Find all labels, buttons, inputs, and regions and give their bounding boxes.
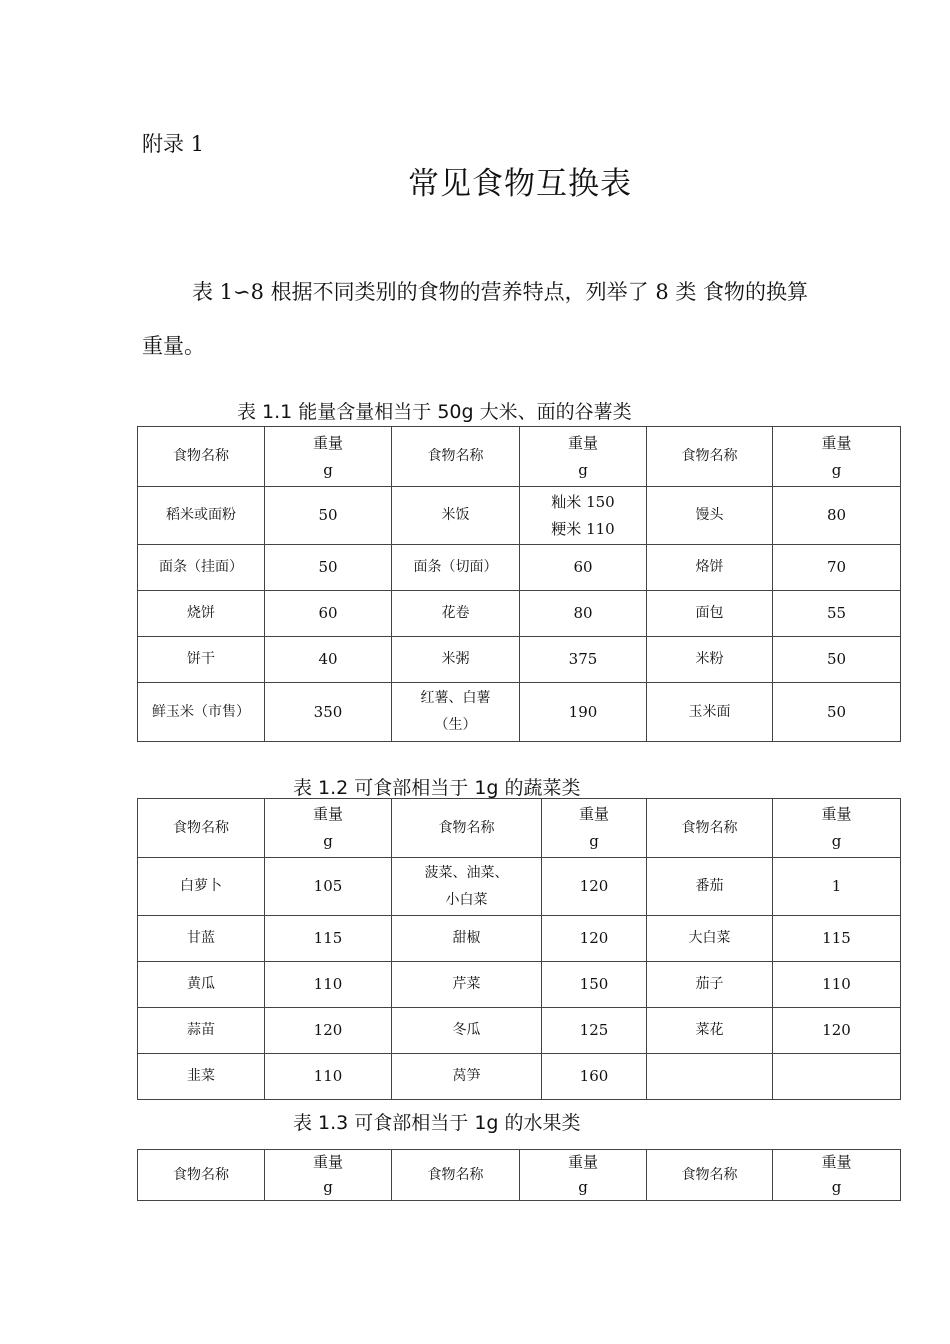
food-weight: 125 (542, 1008, 647, 1054)
food-name: 蒜苗 (138, 1008, 265, 1054)
intro-line-2: 重量。 (142, 334, 205, 358)
food-weight: 50 (773, 637, 901, 683)
food-name: 甘蓝 (138, 916, 265, 962)
food-weight: 115 (265, 916, 392, 962)
food-weight: 350 (265, 683, 392, 742)
header-weight: 重量 g (520, 427, 647, 487)
food-weight: 160 (542, 1054, 647, 1100)
food-weight: 1 (773, 858, 901, 916)
table-row (138, 1008, 901, 1054)
table-row (138, 1054, 901, 1100)
food-name: 红薯、白薯 （生） (392, 683, 520, 742)
food-name: 面条（挂面） (138, 545, 265, 591)
food-name: 米粉 (647, 637, 773, 683)
table-row (138, 545, 901, 591)
table3 (137, 1149, 901, 1201)
intro-line-1: 表 1∽8 根据不同类别的食物的营养特点，列举了 8 类 食物的换算 (192, 280, 809, 304)
food-weight: 120 (265, 1008, 392, 1054)
food-name: 菠菜、油菜、 小白菜 (392, 858, 542, 916)
header-name: 食物名称 (647, 799, 773, 858)
food-weight: 80 (520, 591, 647, 637)
food-name: 菜花 (647, 1008, 773, 1054)
header-name: 食物名称 (647, 427, 773, 487)
food-name: 番茄 (647, 858, 773, 916)
food-weight: 60 (520, 545, 647, 591)
food-weight: 110 (773, 962, 901, 1008)
table-header-row (138, 799, 901, 858)
food-weight: 105 (265, 858, 392, 916)
table-header-row (138, 1150, 901, 1201)
intro-paragraph (142, 265, 912, 373)
food-name: 饼干 (138, 637, 265, 683)
header-weight: 重量 g (773, 799, 901, 858)
food-name: 烙饼 (647, 545, 773, 591)
header-weight: 重量 g (265, 427, 392, 487)
food-name: 鲜玉米（市售） (138, 683, 265, 742)
food-weight: 375 (520, 637, 647, 683)
food-name: 大白菜 (647, 916, 773, 962)
food-weight: 150 (542, 962, 647, 1008)
header-weight: 重量 g (773, 427, 901, 487)
header-weight: 重量 g (773, 1150, 901, 1201)
food-name: 米粥 (392, 637, 520, 683)
food-weight: 80 (773, 487, 901, 545)
header-name: 食物名称 (392, 427, 520, 487)
header-name: 食物名称 (138, 427, 265, 487)
food-name: 芹菜 (392, 962, 542, 1008)
table-header-row (138, 427, 901, 487)
food-name: 莴笋 (392, 1054, 542, 1100)
table2-caption: 表 1.2 可食部相当于 1g 的蔬菜类 (293, 777, 581, 799)
table1 (137, 426, 901, 742)
food-name: 玉米面 (647, 683, 773, 742)
header-name: 食物名称 (392, 1150, 520, 1201)
table-row (138, 962, 901, 1008)
header-name: 食物名称 (392, 799, 542, 858)
food-weight: 110 (265, 962, 392, 1008)
table-row (138, 916, 901, 962)
header-weight: 重量 g (265, 799, 392, 858)
food-name: 甜椒 (392, 916, 542, 962)
food-name: 烧饼 (138, 591, 265, 637)
header-name: 食物名称 (138, 1150, 265, 1201)
food-name: 米饭 (392, 487, 520, 545)
food-weight: 55 (773, 591, 901, 637)
table3-caption: 表 1.3 可食部相当于 1g 的水果类 (293, 1112, 581, 1134)
food-name: 茄子 (647, 962, 773, 1008)
food-weight: 120 (542, 858, 647, 916)
food-weight: 120 (773, 1008, 901, 1054)
table1-caption: 表 1.1 能量含量相当于 50g 大米、面的谷薯类 (237, 401, 632, 423)
header-name: 食物名称 (647, 1150, 773, 1201)
table-row (138, 591, 901, 637)
header-weight: 重量 g (542, 799, 647, 858)
table2 (137, 798, 901, 1100)
table-row (138, 858, 901, 916)
food-name: 馒头 (647, 487, 773, 545)
food-name: 面条（切面） (392, 545, 520, 591)
appendix-label: 附录 1 (142, 132, 205, 156)
header-name: 食物名称 (138, 799, 265, 858)
document-title: 常见食物互换表 (408, 166, 632, 202)
food-weight: 40 (265, 637, 392, 683)
food-weight: 60 (265, 591, 392, 637)
food-weight: 110 (265, 1054, 392, 1100)
header-weight: 重量 g (520, 1150, 647, 1201)
food-weight: 籼米 150 粳米 110 (520, 487, 647, 545)
food-name: 白萝卜 (138, 858, 265, 916)
food-weight: 50 (773, 683, 901, 742)
food-weight: 190 (520, 683, 647, 742)
table-row (138, 683, 901, 742)
food-name: 花卷 (392, 591, 520, 637)
food-weight: 120 (542, 916, 647, 962)
empty-cell (773, 1054, 901, 1100)
table-row (138, 637, 901, 683)
food-name: 黄瓜 (138, 962, 265, 1008)
food-weight: 50 (265, 545, 392, 591)
food-name: 冬瓜 (392, 1008, 542, 1054)
food-name: 稻米或面粉 (138, 487, 265, 545)
food-weight: 115 (773, 916, 901, 962)
table-row (138, 487, 901, 545)
header-weight: 重量 g (265, 1150, 392, 1201)
food-name: 韭菜 (138, 1054, 265, 1100)
food-weight: 50 (265, 487, 392, 545)
food-name: 面包 (647, 591, 773, 637)
empty-cell (647, 1054, 773, 1100)
food-weight: 70 (773, 545, 901, 591)
